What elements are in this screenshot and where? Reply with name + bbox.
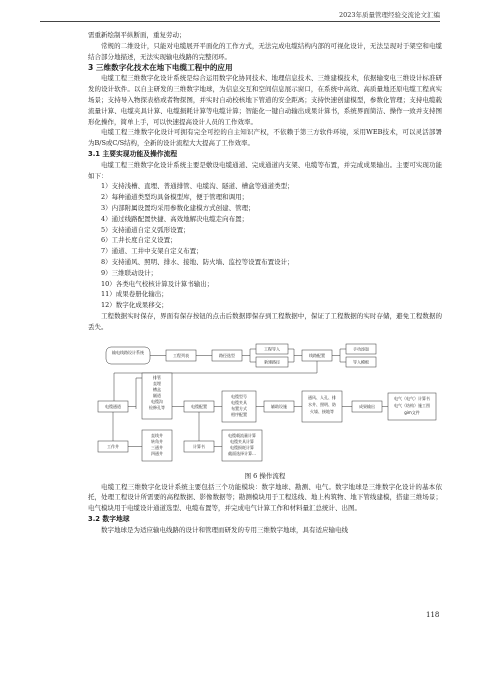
flow-node-output [352, 401, 382, 412]
paragraph: 工程数据实时保存，界面有保存按钮的点击后数据即保存到工程数据中，保证了工程数据的实时存储，避免工程数据的丢失。 [88, 311, 442, 331]
flow-node-work-well [98, 441, 128, 452]
svg-text:槽盒: 槽盒 [153, 386, 161, 392]
list-item: 1）支持浅槽、直埋、普通排管、电缆沟、隧道、槽盒等通道类型； [101, 182, 294, 191]
svg-text:检修孔等: 检修孔等 [149, 404, 165, 410]
paragraph: 电缆工程三维数字化设计可拥有完全可控的自主知识产权，不依赖于第三方软件环境，采用WEB技术，可以灵活部署为B/S或C/S结构，全新的设计流程大大提高了工作效率。 [88, 128, 442, 148]
list-item: 3）内部附属设置均采用参数化建模方式创建、管理； [101, 203, 255, 212]
flow-node-new-path [256, 357, 288, 367]
flow-node-path-create [212, 350, 242, 361]
header-rule [40, 21, 440, 22]
svg-text:电缆沟: 电缆沟 [151, 398, 163, 404]
flow-node-well-types [142, 430, 172, 461]
flow-node-import-template [346, 357, 376, 367]
figure-caption: 图 6 操作流程 [244, 471, 286, 480]
svg-text:gim文件: gim文件 [404, 409, 420, 415]
svg-text:电缆通道: 电缆通道 [105, 403, 121, 409]
list-item: 2）每种通道类型均具备模型库，便于管理和调用； [101, 193, 249, 202]
paragraph: 需重新绘制平纵断面，重复劳动； [88, 31, 186, 39]
list-item: 12）数字化成果移交； [101, 301, 168, 310]
flow-node-channel-types [142, 373, 172, 419]
flow-node-cable-config-items [222, 391, 256, 422]
svg-text:电缆载流量计算: 电缆载流量计算 [228, 432, 256, 438]
svg-text:工程列表: 工程列表 [173, 352, 189, 358]
flow-node-aux-items [302, 391, 342, 422]
svg-text:计算书: 计算书 [193, 443, 205, 449]
paragraph: 电缆工程三维数字化设计系统是综合运用数字化协同技术、地理信息技术、三维建模技术，依据输变电三维设计标准研发的设计软件。以自主研发的三维数字地球，为信息交互和空间信息展示窗口，在系统中高效、高质量地还原电缆工程真实场景；支持导入物探表格或者物探图，并实时自动校核地下管道的安全距离；支持快速创建模型，参数化管理；支持电缆载流量计算、电缆夹具计算、电缆损耗计算等电缆计算；智能化一键自动输出成果计算书，系统界面简洁、操作一致并支持图形化操作，简单上手，可以快速提高设计人员的工作效率。 [88, 74, 442, 126]
svg-text:手动添加: 手动添加 [353, 346, 369, 352]
svg-text:相序配置: 相序配置 [231, 411, 247, 417]
paragraph: 常规的二维设计，只能对电缆展开平面化的工作方式，无法完成电缆结构内部的可视化设计，无法呈现对于架空和电缆结合部分地描述，无法实现输电线路的完整闭环。 [88, 41, 442, 61]
flowchart-diagram [88, 343, 442, 467]
list-item: 5）支持通道自定义弧形设置； [101, 225, 190, 234]
article-body [88, 30, 442, 536]
svg-text:电缆损耗计算: 电缆损耗计算 [230, 444, 254, 450]
svg-text:电缆配置: 电缆配置 [191, 403, 207, 409]
flow-node-label: 输电线路设计系统 [112, 349, 144, 355]
svg-text:排管: 排管 [153, 374, 161, 380]
svg-text:布置方式: 布置方式 [231, 405, 247, 411]
svg-text:电缆夹具计算: 电缆夹具计算 [230, 438, 254, 444]
function-list [88, 181, 442, 311]
flow-node-aux [264, 401, 294, 412]
flow-node-system [106, 347, 150, 364]
svg-text:工作井: 工作井 [107, 443, 119, 449]
list-item: 6）工井长度自定义设置； [101, 236, 177, 245]
svg-text:四通井: 四通井 [151, 450, 163, 456]
section-heading: 3 三维数字化技术在地下电缆工程中的应用 [88, 63, 233, 73]
svg-text:直埋: 直埋 [153, 380, 161, 386]
svg-text:工程导入: 工程导入 [264, 346, 280, 352]
list-item: 4）通过线路配置快捷、高效地解决电缆走向布置； [101, 214, 249, 223]
flow-node-calc-items [222, 430, 262, 461]
flow-node-path-config [302, 350, 332, 361]
svg-text:直线井: 直线井 [151, 432, 163, 438]
svg-text:三通井: 三通井 [151, 444, 163, 450]
svg-text:辅助设施: 辅助设施 [271, 403, 287, 409]
page-number: 118 [426, 611, 440, 619]
svg-text:线路配置: 线路配置 [309, 352, 325, 358]
list-item: 7）通道、工井中支架自定义布置； [101, 247, 203, 256]
flowchart-figure [88, 343, 442, 467]
flow-node-project-import [256, 344, 288, 354]
svg-text:隧道: 隧道 [153, 392, 161, 398]
flow-node-cable-config [184, 401, 214, 412]
svg-text:路径选型: 路径选型 [219, 352, 235, 358]
svg-text:新建路径: 新建路径 [264, 359, 280, 365]
svg-text:导入模板: 导入模板 [353, 359, 369, 365]
flow-node-output-items [388, 393, 436, 420]
paragraph: 数字地球是为适应输电线路的设计和管理而研发的专用三维数字地球，具有适应输电线 [101, 525, 348, 534]
svg-text:转角井: 转角井 [151, 438, 163, 444]
list-item: 11）成果卷册化输出； [101, 290, 168, 299]
flow-node-calc-book [184, 441, 214, 452]
svg-text:成果输出: 成果输出 [359, 403, 375, 409]
svg-text:电缆型号: 电缆型号 [231, 393, 247, 399]
flow-node-cable-check [346, 344, 376, 354]
flow-node-channel [98, 401, 128, 412]
list-item: 9）三维联动设计； [101, 268, 158, 277]
svg-text:水井、照明、防: 水井、照明、防 [308, 401, 336, 407]
list-item: 10）各类电气校核计算及计算书输出； [101, 279, 214, 288]
subsection-heading: 3.2 数字地球 [88, 514, 130, 523]
svg-text:通风、人孔、排: 通风、人孔、排 [308, 394, 336, 400]
svg-text:电缆夹具: 电缆夹具 [231, 399, 247, 405]
svg-text:火墙、接地等: 火墙、接地等 [310, 408, 334, 414]
paragraph: 电缆工程三维数字化设计系统主要是敷设电缆通道、完成通道内支架、电缆等布置，并完成成果输出。主要可实现功能如下： [88, 160, 442, 180]
subsection-heading: 3.1 主要实现功能及操作流程 [88, 149, 178, 158]
running-header: 2023年质量管理经验交流论文汇编 [338, 11, 440, 19]
paragraph: 电缆工程三维数字化设计系统主要包括三个功能模块：数字地球、勘测、电气。数字地球是三维数字化设计的基本依托，处理工程设计所需要的高程数据、影像数据等；勘测模块用于工程选线、地上构筑物、地下管线建模，搭建三维场景；电气模块用于电缆设计通道选型、电缆布置等，并完成电气计算工作和材料量汇总统计、出图。 [88, 482, 442, 513]
list-item: 8）支持通风、照明、排水、接地、防火墙、监控等设置布置设计； [101, 257, 294, 266]
flow-node-project-list [166, 350, 196, 361]
svg-text:截面选择计算...: 截面选择计算... [228, 450, 256, 456]
svg-text:电气（电气）计算书: 电气（电气）计算书 [394, 395, 430, 401]
svg-text:电气（结构）施工图: 电气（结构）施工图 [394, 402, 430, 408]
